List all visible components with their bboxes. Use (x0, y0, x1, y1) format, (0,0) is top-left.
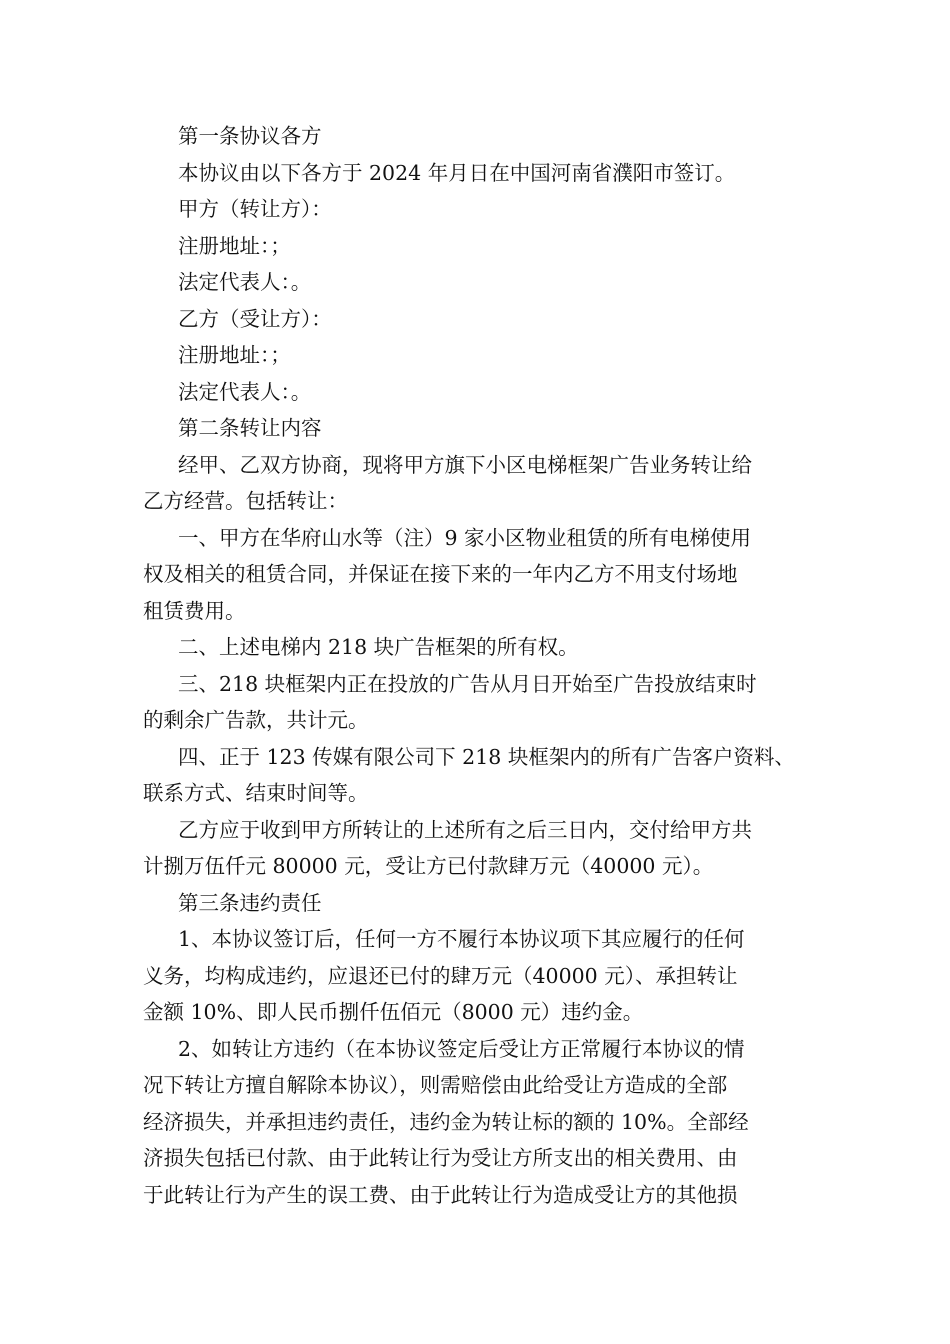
paragraph-line: 一、甲方在华府山水等（注）9 家小区物业租赁的所有电梯使用 (178, 525, 752, 550)
paragraph-line: 2、如转让方违约（在本协议签定后受让方正常履行本协议的情 (178, 1036, 745, 1061)
paragraph-line: 1、本协议签订后，任何一方不履行本协议项下其应履行的任何 (178, 927, 745, 951)
document-body (143, 118, 808, 1213)
paragraph-line: 况下转让方擅自解除本协议），则需赔偿由此给受让方造成的全部 (143, 1073, 728, 1097)
party-a-address: 注册地址：； (178, 233, 291, 258)
party-b-representative: 法定代表人：。 (178, 379, 312, 404)
paragraph-line: 租赁费用。 (143, 598, 246, 623)
party-b-label: 乙方（受让方）： (178, 306, 332, 331)
paragraph-line: 的剩余广告款，共计元。 (143, 708, 369, 732)
party-a-representative: 法定代表人：。 (178, 270, 312, 294)
party-b-address: 注册地址：； (178, 343, 291, 367)
paragraph-line: 义务，均构成违约，应退还已付的肆万元（40000 元）、承担转让 (143, 963, 738, 988)
paragraph-line: 乙方应于收到甲方所转让的上述所有之后三日内，交付给甲方共 (178, 817, 752, 842)
paragraph-line: 计捌万伍仟元 80000 元，受让方已付款肆万元（40000 元）。 (143, 854, 714, 878)
paragraph-line: 联系方式、结束时间等。 (143, 781, 369, 805)
paragraph-line: 乙方经营。包括转让： (143, 489, 348, 513)
paragraph-line: 于此转让行为产生的误工费、由于此转让行为造成受让方的其他损 (143, 1182, 738, 1207)
paragraph-line: 权及相关的租赁合同，并保证在接下来的一年内乙方不用支付场地 (143, 562, 738, 586)
section-heading-parties: 第一条协议各方 (178, 124, 322, 148)
paragraph-line: 二、上述电梯内 218 块广告框架的所有权。 (178, 635, 579, 659)
party-a-label: 甲方（转让方）： (178, 197, 332, 221)
paragraph-line: 四、正于 123 传媒有限公司下 218 块框架内的所有广告客户资料、 (178, 744, 795, 769)
paragraph-line: 三、218 块框架内正在投放的广告从月日开始至广告投放结束时 (178, 671, 757, 696)
section-heading-liability: 第三条违约责任 (178, 890, 322, 915)
section-heading-transfer: 第二条转让内容 (178, 416, 322, 440)
paragraph-line: 金额 10%、即人民币捌仟伍佰元（8000 元）违约金。 (143, 1000, 644, 1024)
paragraph-line: 经济损失，并承担违约责任，违约金为转让标的额的 10%。全部经 (143, 1109, 749, 1134)
paragraph-line: 经甲、乙双方协商，现将甲方旗下小区电梯框架广告业务转让给 (178, 452, 752, 477)
paragraph-line: 本协议由以下各方于 2024 年月日在中国河南省濮阳市签订。 (178, 160, 736, 185)
paragraph-line: 济损失包括已付款、由于此转让行为受让方所支出的相关费用、由 (143, 1146, 738, 1170)
